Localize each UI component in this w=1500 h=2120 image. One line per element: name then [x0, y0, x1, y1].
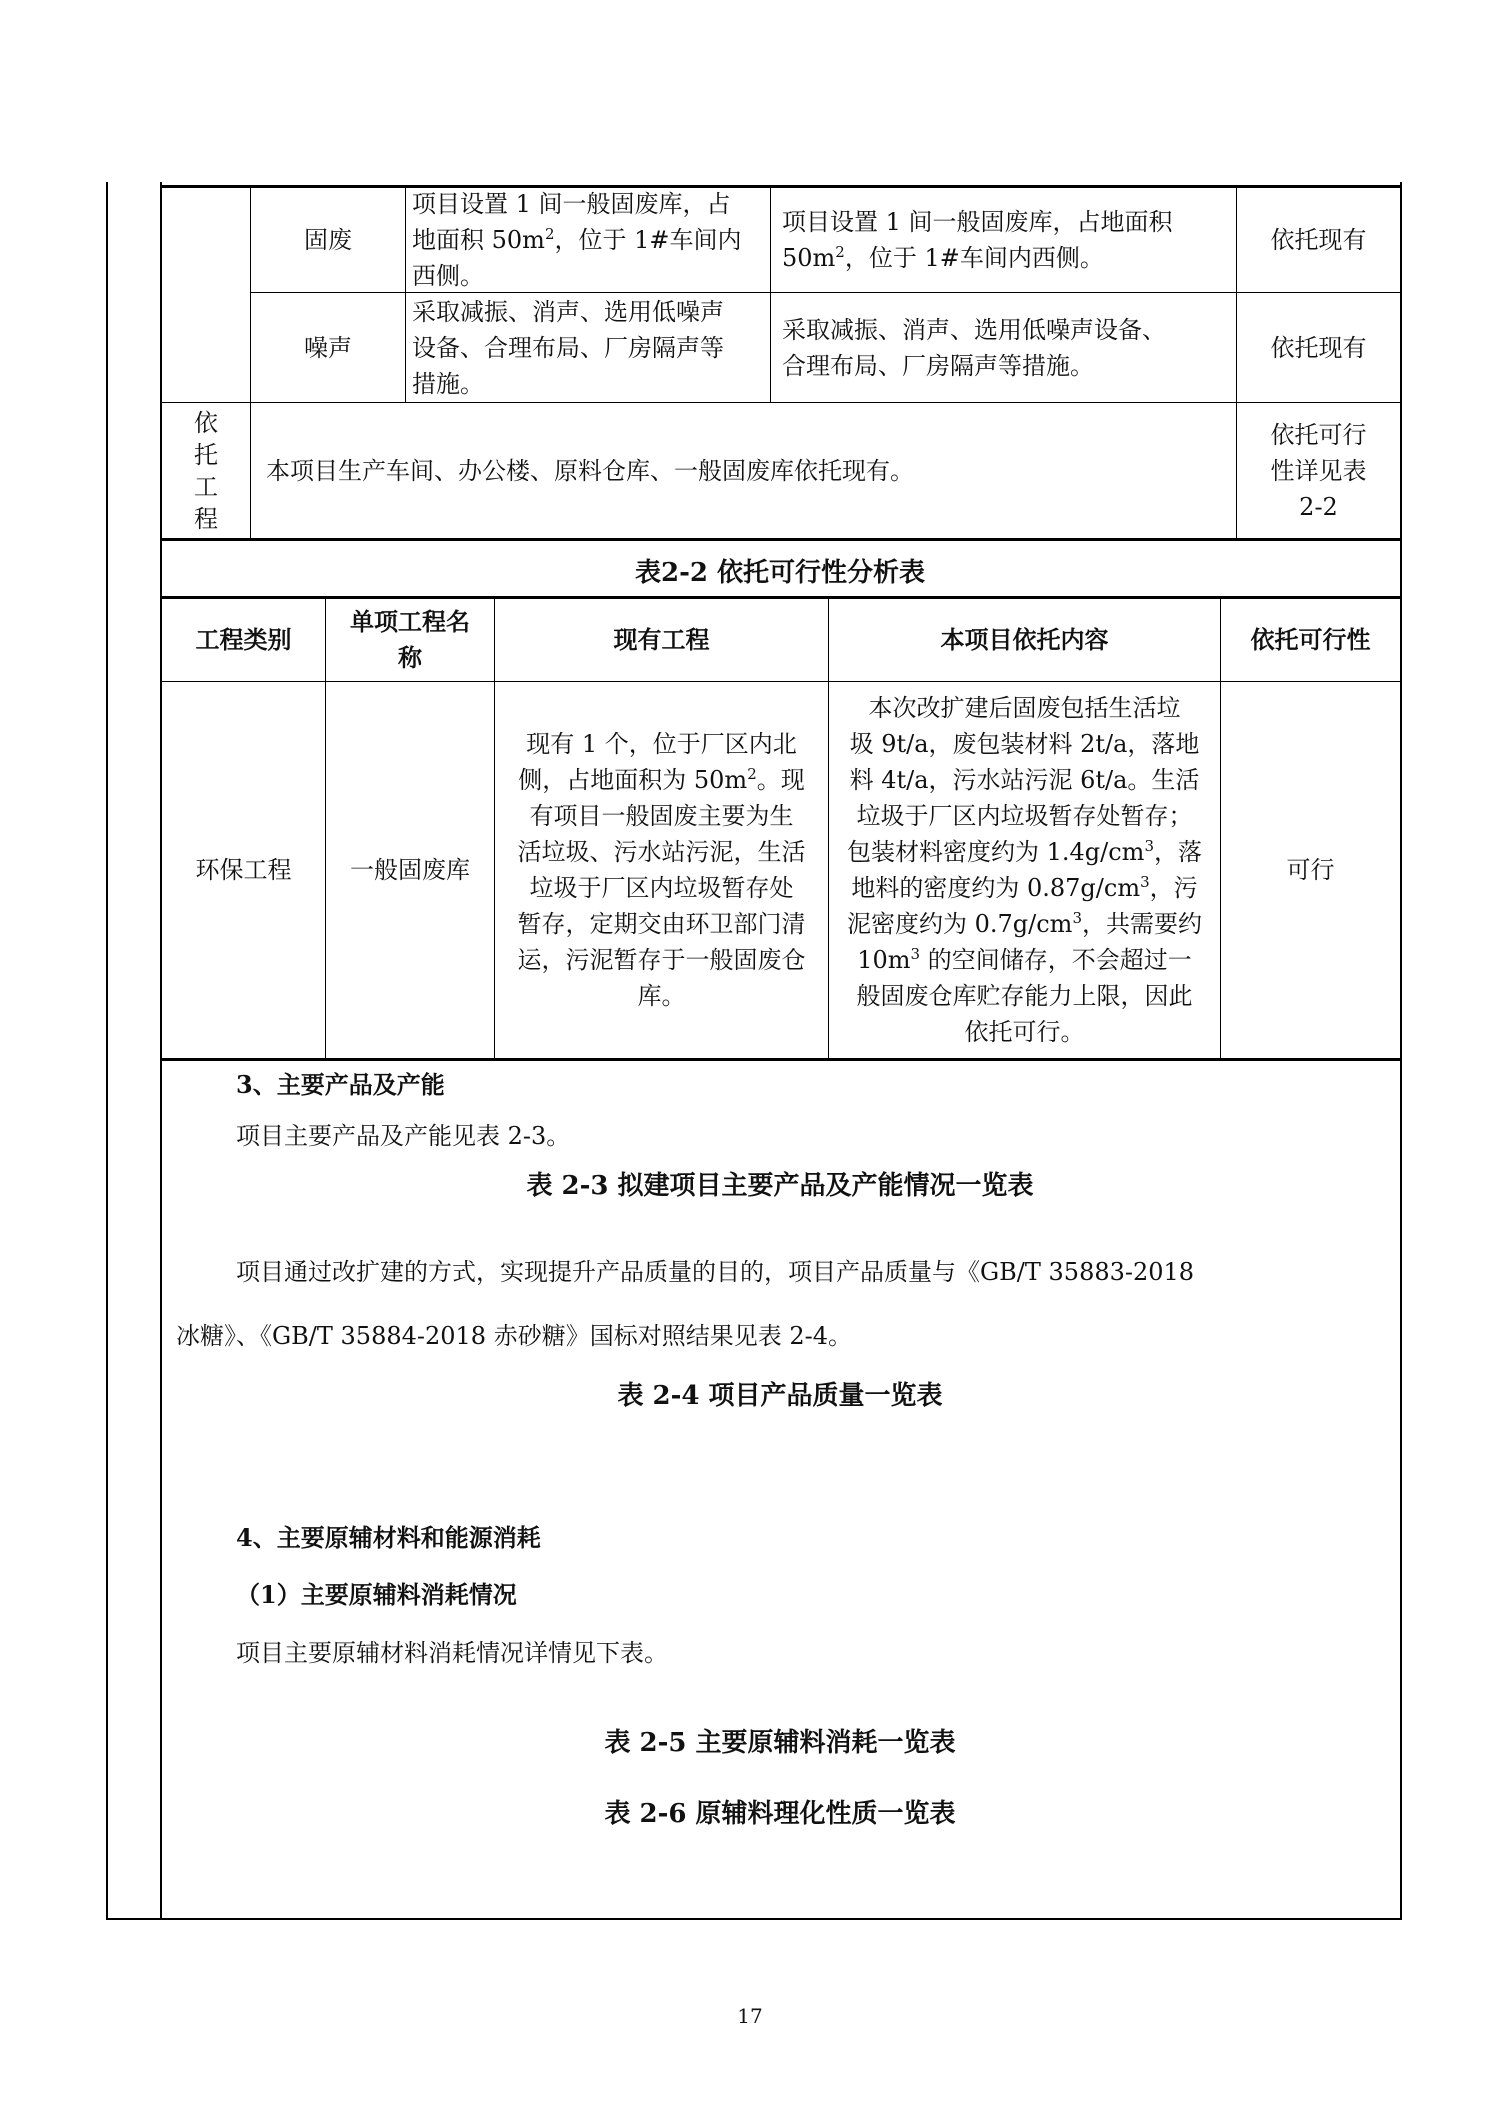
table-2-3-title: 表 2-3 拟建项目主要产品及产能情况一览表 [526, 1171, 1034, 1201]
table-2-2-title: 表2-2 依托可行性分析表 [634, 558, 926, 588]
header-existing: 现有工程 [613, 625, 710, 654]
solid-waste-planned: 项目设置 1 间一般固废库，占地面积 $50m^2$，位于 1#车间内西侧。 [782, 208, 1173, 272]
solid-waste-category: 固废 [304, 226, 352, 254]
section-3-heading: 3、主要产品及产能 [236, 1070, 445, 1099]
dependency-content: 本项目生产车间、办公楼、原料仓库、一般固废库依托现有。 [266, 456, 914, 485]
solid-waste-current: 项目设置 1 间一般固废库，占 地面积 $50m^2$，位于 1#车间内 西侧。 [412, 190, 742, 290]
row-feasibility: 可行 [1286, 856, 1335, 884]
upper-table-bottom [160, 538, 1400, 541]
section-3-para: 项目主要产品及产能见表 2-3。 [236, 1122, 571, 1150]
table-2-2-bottom [160, 1058, 1400, 1061]
frame-bottom-border [106, 1918, 1402, 1920]
upper-col-line [770, 185, 771, 403]
header-category: 工程类别 [195, 625, 292, 654]
row-dependency-content: 本次改扩建后固废包括生活垃 圾 9t/a，废包装材料 2t/a，落地 料 4t/a，污水站污泥 6t/a。生活 垃圾于厂区内垃圾暂存处暂存； 包装材料密度约为 $1.4g/cm^3$，落 地料的密度约为 $0.87g/cm^3$，污 泥密度约为 $0.7g/cm^3$，共需要约 $10m^3$ 的空间储存，不会超过一 般固废仓库贮存能力上限，因此 依托可行。 [847, 694, 1202, 1046]
section-4-heading: 4、主要原辅材料和能源消耗 [236, 1523, 541, 1552]
dependency-label: 依 托 工 程 [194, 408, 218, 533]
frame-left-border [106, 182, 108, 1920]
row-category: 环保工程 [195, 856, 292, 884]
noise-current: 采取减振、消声、选用低噪声 设备、合理布局、厂房隔声等 措施。 [412, 297, 724, 398]
table-2-6-title: 表 2-6 原辅料理化性质一览表 [604, 1799, 956, 1829]
row-existing: 现有 1 个，位于厂区内北 侧，占地面积为 $50m^2$。现 有项目一般固废主要为生 活垃圾、污水站污泥，生活 垃圾于厂区内垃圾暂存处 暂存，定期交由环卫部门清 运，污泥暂存于一般固废仓 库。 [517, 730, 806, 1010]
solid-waste-note: 依托现有 [1270, 226, 1367, 254]
upper-col-line [405, 185, 406, 403]
header-feasibility: 依托可行性 [1250, 625, 1371, 654]
noise-category: 噪声 [304, 333, 352, 362]
upper-col-line [250, 402, 251, 539]
quality-paragraph-line-1: 项目通过改扩建的方式，实现提升产品质量的目的，项目产品质量与《GB/T 35883-2018 [236, 1258, 1195, 1286]
section-4-para: 项目主要原辅材料消耗情况详情见下表。 [236, 1639, 668, 1667]
noise-planned: 采取减振、消声、选用低噪声设备、 合理布局、厂房隔声等措施。 [782, 315, 1166, 380]
dependency-note: 依托可行 性详见表 2-2 [1270, 420, 1367, 521]
row-item-name: 一般固废库 [350, 856, 470, 884]
section-4-sub-heading: （1）主要原辅料消耗情况 [236, 1580, 517, 1609]
page-number: 17 [737, 2004, 763, 2028]
table-2-4-title: 表 2-4 项目产品质量一览表 [617, 1381, 943, 1411]
quality-paragraph-line-2: 冰糖》、《GB/T 35884-2018 赤砂糖》国标对照结果见表 2-4。 [176, 1322, 852, 1350]
table-2-5-title: 表 2-5 主要原辅料消耗一览表 [604, 1728, 956, 1758]
frame-right-border [1400, 182, 1402, 1920]
header-dependency-content: 本项目依托内容 [940, 625, 1109, 654]
noise-note: 依托现有 [1270, 333, 1367, 362]
header-item-name: 单项工程名 称 [350, 607, 470, 672]
